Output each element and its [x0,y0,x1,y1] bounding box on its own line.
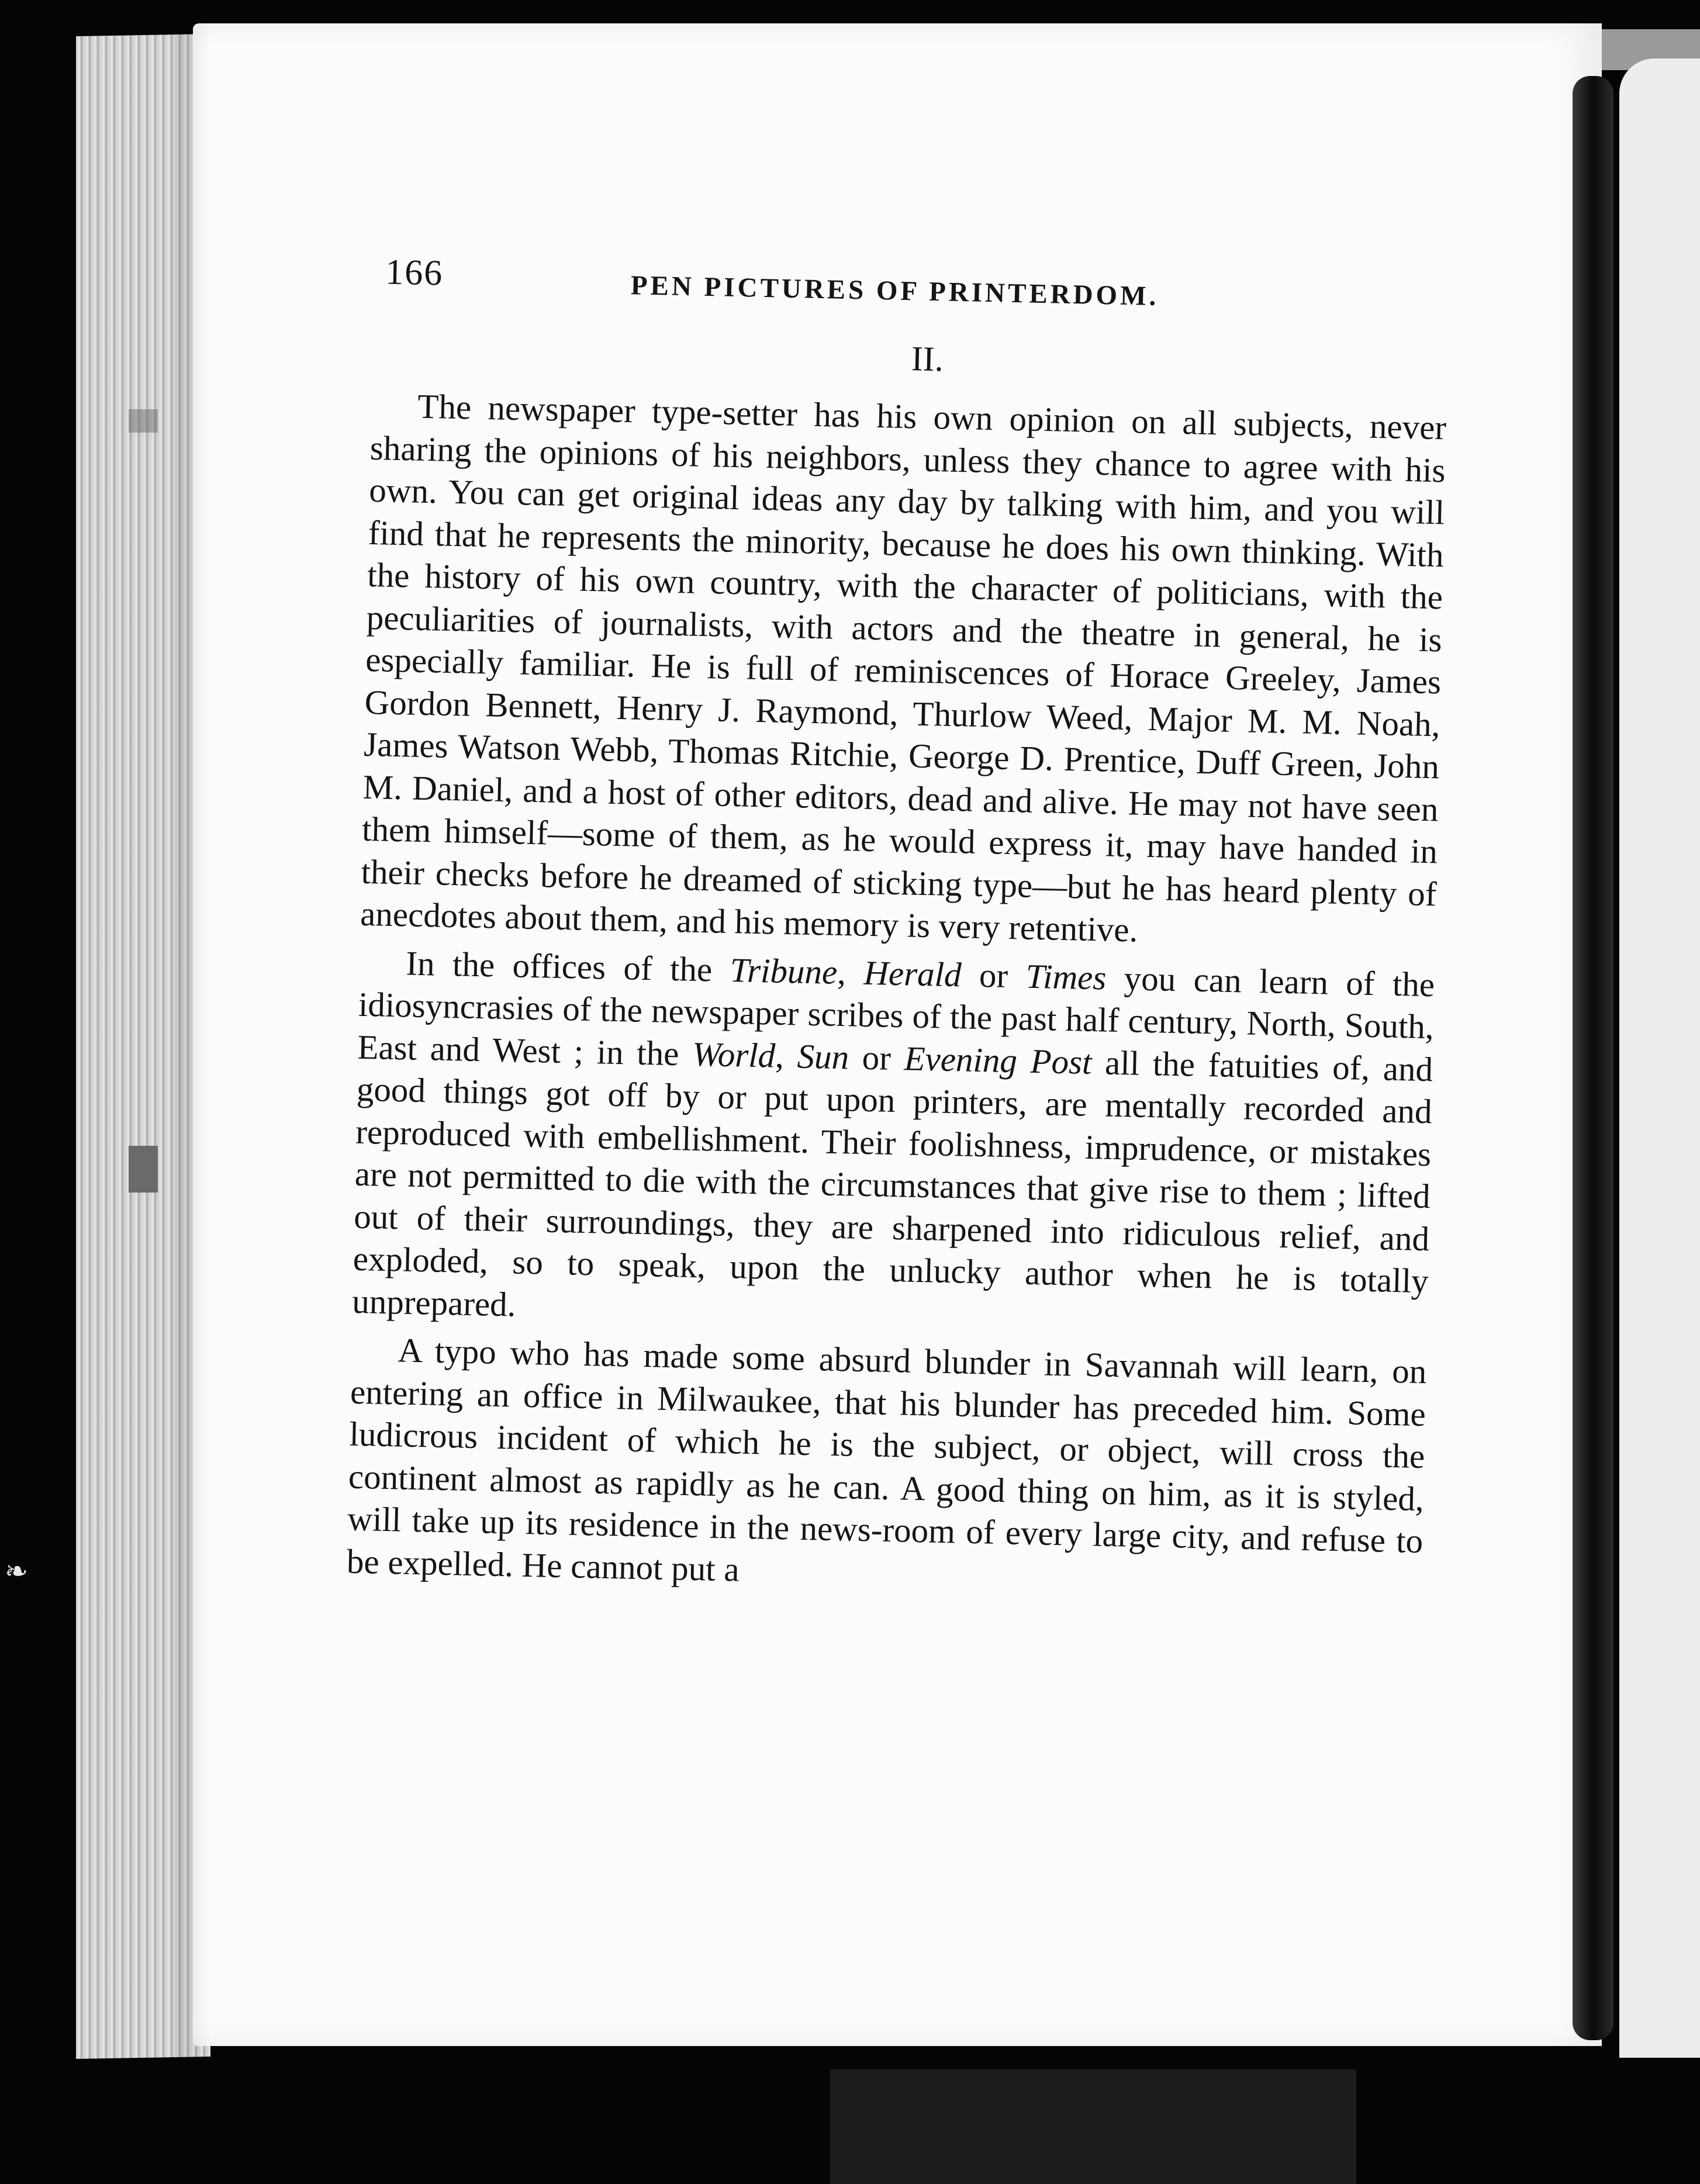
text-run: you can learn of the idiosyncrasies of the newspaper scribes of the past half century, North, South, East and West ; in the [357,958,1435,1073]
page-number: 166 [385,252,444,293]
edge-mark [129,409,158,433]
edge-mark [129,1146,158,1193]
section-heading: II. [911,339,944,379]
text-run: In the offices of the [405,943,731,989]
text-run: , [775,1036,798,1075]
text-run: A typo who has made some absurd blunder in Savannah will learn, on entering an office in Milwaukee, that his blunder has preceded him. Some ludicrous incident of which he is the subject, or object, will cross the continent almost as rapidly as he can. A good thing on him, as it is styled, will take up its residence in the news-room of every large city, and refuse to be expelled. He cannot put a [346,1331,1427,1589]
book-gutter [1573,76,1613,2040]
text-run: or [848,1037,905,1077]
italic-title: Tribune [730,950,838,991]
italic-title: Times [1025,956,1107,997]
body-text [346,384,1447,1605]
text-run: or [960,955,1027,996]
running-title: PEN PICTURES OF PRINTERDOM. [630,270,1159,312]
fleuron-icon: ❧ [5,1555,29,1588]
italic-title: Sun [796,1036,849,1076]
italic-title: World [692,1034,776,1075]
text-run: The newspaper type-setter has his own opinion on all subjects, never sharing the opinions of his neighbors, unless they chance to agree with his own. You can get original ideas any day by talking with him, and you will find that he represents the minority, because he does his own thinking. With the history of his own country, with the character of politicians, with the peculiarities of journalists, with actors and the theatre in general, he is especially familiar. He is full of reminiscences of Horace Greeley, James Gordon Bennett, Henry J. Raymond, Thurlow Weed, Major M. M. Noah, James Watson Webb, Thomas Ritchie, George D. Prentice, Duff Green, John M. Daniel, and a host of other editors, dead and alive. He may not have seen them himself—some of them, as he would express it, may have handed in their checks before he dreamed of sticking type—but he has heard plenty of anecdotes about them, and his memory is very retentive. [360,386,1447,949]
page-text [346,251,1449,1611]
italic-title: Evening Post [904,1038,1093,1081]
text-run: , [837,952,865,992]
text-run: all the fatuities of, and good things got off by or put upon printers, are mentally recorded and reproduced with embellishment. Their foolishness, imprudence, or mistakes are not permitted to die with the circumstances that give rise to them ; lifted out of their surroundings, they are sharpened into ridiculous relief, and exploded, so to speak, upon the unlucky author when he is totally unprepared. [351,1042,1433,1323]
facing-page [1619,58,1700,2058]
paragraph [346,1328,1427,1605]
scanner-bed [830,2069,1356,2184]
page-edge-shadow [175,23,210,2081]
paragraph [360,384,1447,958]
italic-title: Herald [863,953,962,994]
paragraph [352,941,1435,1345]
